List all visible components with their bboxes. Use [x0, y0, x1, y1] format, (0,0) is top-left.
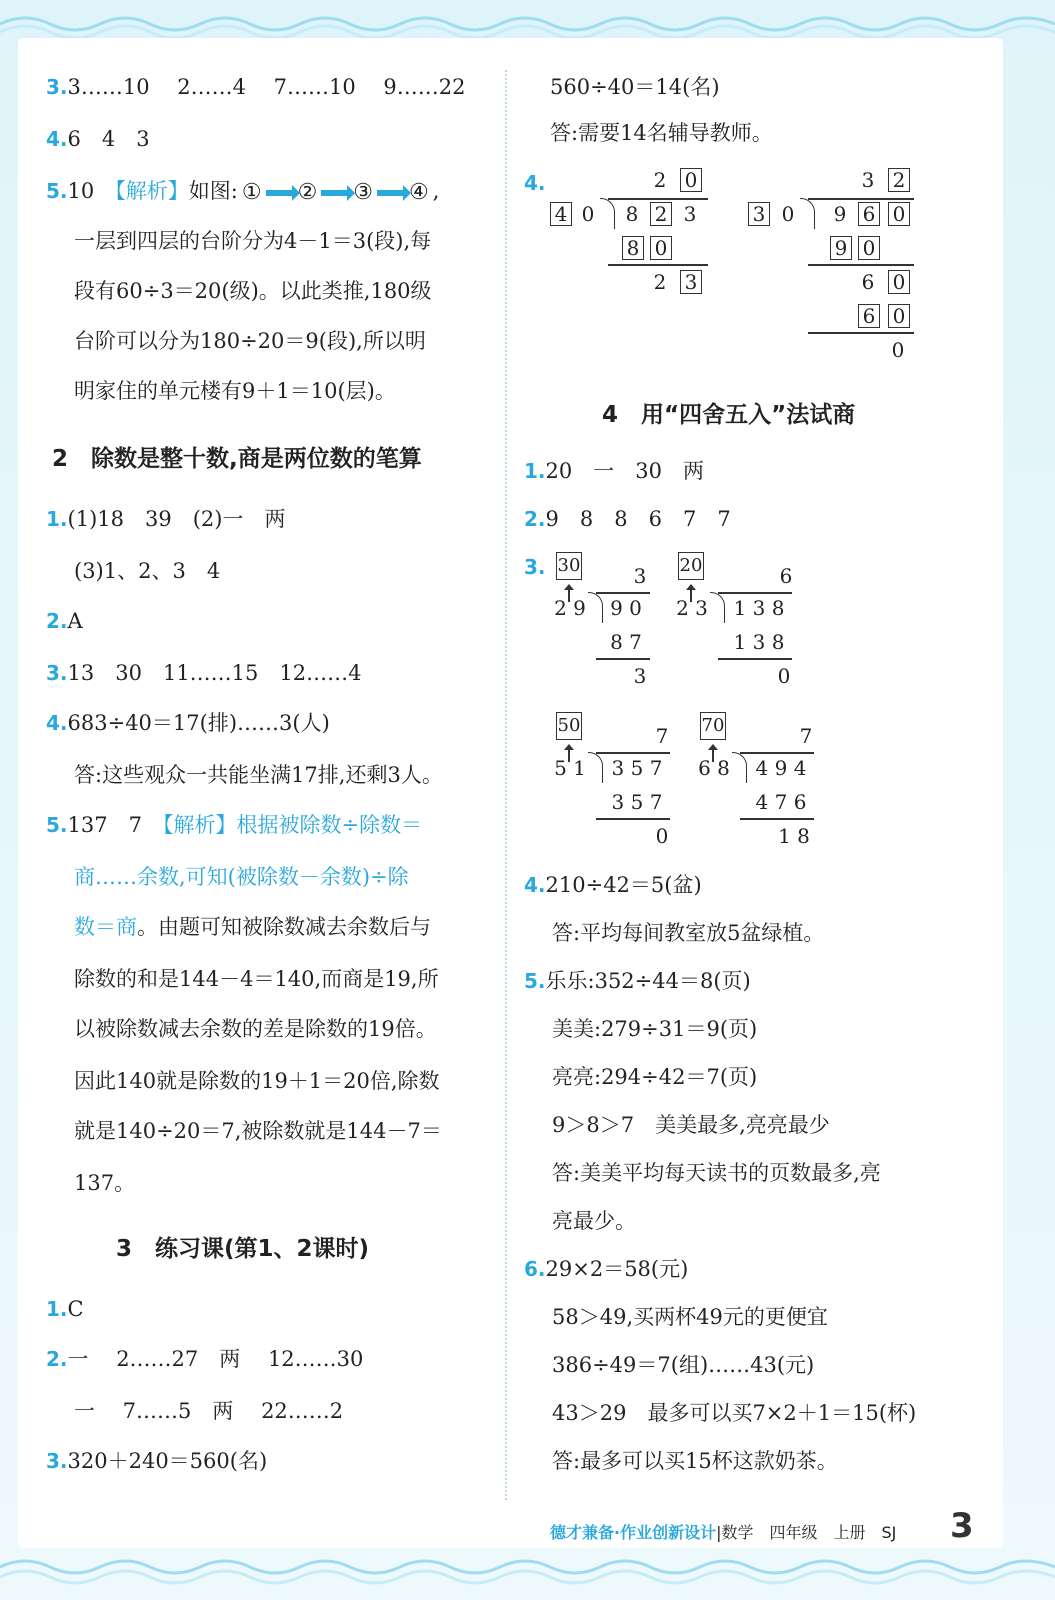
subtraction-line: [740, 818, 814, 820]
answer-text: 如图:: [188, 179, 238, 203]
answer-line: [524, 168, 546, 198]
section-heading: 3 练习课(第1、2课时): [116, 1236, 370, 1262]
dividend-digit: 9: [833, 202, 847, 226]
explanation-line: 明家住的单元楼有9＋1＝10(层)。: [74, 379, 396, 403]
answer-text: 乐乐:352÷44＝8(页): [545, 969, 751, 993]
explanation-line: 就是140÷20＝7,被除数就是144－7＝: [74, 1119, 442, 1143]
item-number: 1.: [524, 459, 546, 483]
explanation-line: 除数的和是144－4＝140,而商是19,所: [74, 967, 439, 991]
hint-text: 数＝商: [74, 915, 137, 939]
answer-text: (1)18 39 (2)一 两: [67, 507, 286, 531]
footer-subject: |数学 四年级 上册 SJ: [716, 1523, 897, 1542]
answer-line: [524, 456, 704, 486]
answer-text: 13 30 11……15 12……4: [67, 661, 362, 685]
divisor-digits: 5 1: [554, 756, 586, 780]
answer-line: [524, 870, 702, 900]
answer-text: 320＋240＝560(名): [67, 1449, 268, 1473]
page-number: 3: [950, 1506, 974, 1546]
item-number: 3.: [46, 1449, 68, 1473]
dividend-blank-box: 2: [650, 202, 672, 226]
item-number: 6.: [524, 1257, 546, 1281]
quotient-digit: 2: [653, 168, 667, 192]
answer-text: 亮亮:294÷42＝7(页): [552, 1065, 758, 1089]
answer-line: [46, 504, 285, 534]
footer-brand: 德才兼备·作业创新设计: [550, 1523, 717, 1542]
rounded-divisor-box: 70: [700, 712, 726, 740]
trial-division-494-by-68: [694, 712, 824, 852]
answer-text: 6 4 3: [67, 127, 150, 151]
subtraction-line: [808, 332, 914, 334]
subtraction-line: [608, 264, 708, 266]
remainder-digit: 2: [653, 270, 667, 294]
answer-text: 137 7: [67, 813, 163, 837]
answer-line: [46, 72, 466, 102]
answer-text: 210÷42＝5(盆): [545, 873, 702, 897]
section-heading: 2 除数是整十数,商是两位数的笔算: [52, 446, 422, 472]
remainder-digit: 0: [891, 338, 905, 362]
division-bar: [808, 198, 914, 200]
division-bracket: [710, 592, 725, 623]
long-division-823-by-40: [548, 166, 718, 296]
answer-text: 386÷49＝7(组)……43(元): [552, 1353, 815, 1377]
product-blank-box: 0: [858, 236, 880, 260]
floor-1-label: ①: [241, 179, 262, 205]
partial-blank-box: 0: [888, 270, 910, 294]
analysis-tag: 【解析】: [162, 813, 237, 837]
answer-text: 答:这些观众一共能坐满17排,还剩3人。: [74, 763, 443, 787]
hint-text: 商……余数,可知(被除数－余数)÷除: [74, 865, 409, 889]
answer-line: [524, 552, 546, 582]
rounded-divisor-box: 30: [556, 552, 582, 580]
item-number: 4.: [46, 127, 68, 151]
product-digits: 1 3 8: [733, 630, 785, 654]
subtraction-line: [718, 658, 792, 660]
trial-division-90-by-29: [550, 552, 660, 692]
item-number: 2.: [524, 507, 546, 531]
floor-2-label: ②: [297, 179, 318, 205]
comma: ,: [432, 179, 440, 203]
explanation-line: 137。: [74, 1171, 136, 1195]
trial-division-138-by-23: [672, 552, 802, 692]
divisor-digits: 2 9: [554, 596, 586, 620]
item-number: 2.: [46, 609, 68, 633]
floor-arrow-chain: [238, 178, 433, 208]
product-blank-box: 0: [650, 236, 672, 260]
explanation-line: 台阶可以分为180÷20＝9(段),所以明: [74, 329, 426, 353]
answer-text: 29×2＝58(元): [545, 1257, 689, 1281]
answer-text: C: [67, 1297, 84, 1321]
dividend-digits: 4 9 4: [755, 756, 807, 780]
divisor-digit: 0: [781, 202, 795, 226]
item-number: 4.: [46, 711, 68, 735]
item-number: 3.: [524, 555, 546, 579]
item-number: 2.: [46, 1347, 68, 1371]
division-bracket: [600, 198, 615, 229]
answer-text: (3)1、2、3 4: [74, 559, 221, 583]
answer-line: [46, 810, 422, 840]
answer-text: 683÷40＝17(排)……3(人): [67, 711, 330, 735]
dividend-digits: 9 0: [610, 596, 642, 620]
rounded-divisor-box: 50: [556, 712, 582, 740]
divisor-digits: 2 3: [676, 596, 708, 620]
item-number: 1.: [46, 507, 68, 531]
product-blank-box: 6: [858, 304, 880, 328]
answer-text: 3……10 2……4 7……10 9……22: [67, 75, 466, 99]
answer-text: 答:最多可以买15杯这款奶茶。: [552, 1449, 838, 1473]
subtraction-line: [596, 658, 650, 660]
remainder-digits: 3: [633, 664, 647, 688]
answer-text: 答:美美平均每天读书的页数最多,亮: [552, 1161, 881, 1185]
dividend-digits: 3 5 7: [611, 756, 663, 780]
item-number: 4.: [524, 873, 546, 897]
division-bracket: [732, 752, 747, 783]
arrow-right-icon: [321, 190, 349, 196]
dividend-blank-box: 6: [858, 202, 880, 226]
division-bracket: [588, 752, 603, 783]
quotient-digit: 6: [779, 564, 793, 588]
item-number: 1.: [46, 1297, 68, 1321]
answer-line: [46, 708, 330, 738]
answer-text: 答:平均每间教室放5盆绿植。: [552, 921, 825, 945]
answer-line: [46, 1294, 84, 1324]
remainder-digits: 1 8: [778, 824, 810, 848]
column-divider: [505, 70, 507, 1500]
product-digits: 3 5 7: [611, 790, 663, 814]
answer-text: 20 一 30 两: [545, 459, 704, 483]
explanation-text: 。由题可知被除数减去余数后与: [137, 915, 431, 939]
item-number: 3.: [46, 661, 68, 685]
floor-4-label: ④: [409, 179, 429, 205]
quotient-digit: 3: [861, 168, 875, 192]
answer-line: [524, 504, 731, 534]
subtraction-line: [808, 264, 914, 266]
quotient-digit: 7: [799, 724, 813, 748]
long-division-960-by-30: [746, 166, 916, 366]
answer-text: 43＞29 最多可以买7×2＋1＝15(杯): [552, 1401, 917, 1425]
answer-text: A: [67, 609, 83, 633]
arrow-right-icon: [266, 190, 294, 196]
explanation-line: 以被除数减去余数的差是除数的19倍。: [74, 1017, 437, 1041]
divisor-blank-box: 4: [550, 202, 572, 226]
quotient-blank-box: 2: [888, 168, 910, 192]
remainder-blank-box: 3: [680, 270, 702, 294]
explanation-line: 因此140就是除数的19＋1＝20倍,除数: [74, 1069, 440, 1093]
division-bracket: [800, 198, 815, 229]
divisor-digit: 0: [581, 202, 595, 226]
remainder-digits: 0: [655, 824, 669, 848]
answer-line: [46, 658, 362, 688]
product-digits: 4 7 6: [755, 790, 807, 814]
answer-line: [46, 124, 150, 154]
partial-digit: 6: [861, 270, 875, 294]
section-heading: 4 用“四舍五入”法试商: [602, 402, 856, 428]
item-number: 5.: [46, 813, 68, 837]
answer-line: [46, 1344, 363, 1374]
answer-line: [46, 606, 83, 636]
answer-text: 9＞8＞7 美美最多,亮亮最少: [552, 1113, 830, 1137]
answer-text: 答:需要14名辅导教师。: [550, 121, 773, 145]
answer-text: 一 7……5 两 22……2: [74, 1399, 344, 1423]
answer-text: 58＞49,买两杯49元的更便宜: [552, 1305, 828, 1329]
item-number: 5.: [46, 179, 68, 203]
explanation-line: [74, 862, 409, 892]
trial-division-357-by-51: [550, 712, 680, 852]
quotient-digit: 7: [655, 724, 669, 748]
explanation-line: [74, 912, 431, 942]
divisor-digits: 6 8: [698, 756, 730, 780]
answer-text: 9 8 8 6 7 7: [545, 507, 731, 531]
product-blank-box: 0: [888, 304, 910, 328]
answer-line: [46, 176, 439, 208]
answer-text: 560÷40＝14(名): [550, 75, 720, 99]
hint-text: 根据被除数÷除数＝: [236, 813, 423, 837]
dividend-digit: 8: [625, 202, 639, 226]
analysis-tag: 【解析】: [115, 179, 189, 203]
product-blank-box: 8: [622, 236, 644, 260]
answer-text: 美美:279÷31＝9(页): [552, 1017, 758, 1041]
item-number: 4.: [524, 171, 546, 195]
divisor-blank-box: 3: [748, 202, 770, 226]
explanation-line: 段有60÷3＝20(级)。以此类推,180级: [74, 279, 432, 303]
quotient-digit: 3: [633, 564, 647, 588]
floor-3-label: ③: [353, 179, 374, 205]
quotient-blank-box: 0: [680, 168, 702, 192]
remainder-digits: 0: [777, 664, 791, 688]
dividend-digits: 1 3 8: [733, 596, 785, 620]
answer-line: [46, 1446, 267, 1476]
dividend-digit: 3: [683, 202, 697, 226]
dividend-blank-box: 0: [888, 202, 910, 226]
item-number: 5.: [524, 969, 546, 993]
page-footer: [550, 1506, 974, 1546]
rounded-divisor-box: 20: [678, 552, 704, 580]
explanation-line: 一层到四层的台阶分为4－1＝3(段),每: [74, 229, 432, 253]
product-blank-box: 9: [830, 236, 852, 260]
arrow-right-icon: [377, 190, 405, 196]
answer-text: 10: [67, 179, 116, 203]
bottom-wave-border: [0, 1555, 1055, 1595]
answer-text: 一 2……27 两 12……30: [67, 1347, 364, 1371]
subtraction-line: [596, 818, 670, 820]
answer-line: [524, 1254, 688, 1284]
item-number: 3.: [46, 75, 68, 99]
product-digits: 8 7: [610, 630, 642, 654]
division-bracket: [588, 592, 603, 623]
answer-text: 亮最少。: [552, 1209, 636, 1233]
answer-line: [524, 966, 751, 996]
